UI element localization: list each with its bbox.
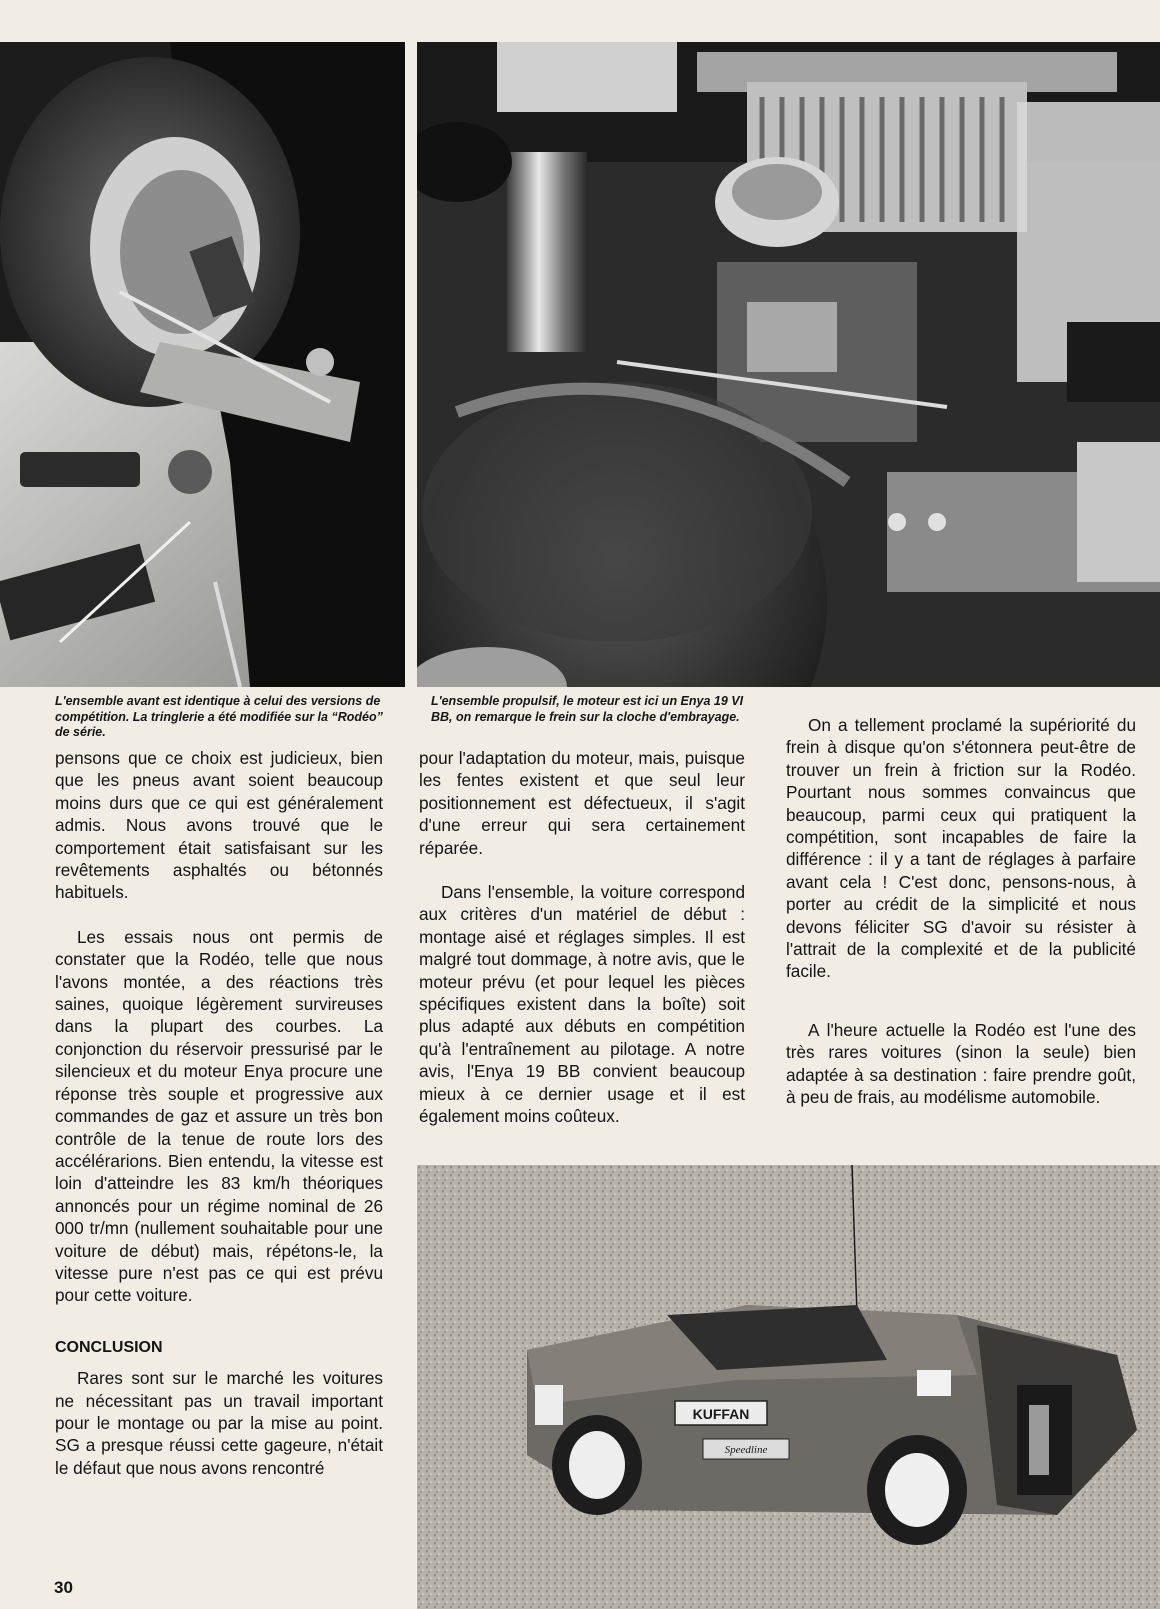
kuffan-decal-text: KUFFAN: [692, 1406, 750, 1422]
engine-caption: L'ensemble propulsif, le moteur est ici un Enya 19 VI BB, on remarque le frein sur la cloche d'embrayage.: [431, 694, 744, 724]
article-column-3: [786, 714, 1136, 1109]
page-number: 30: [54, 1578, 73, 1597]
article-column-1: [55, 747, 383, 1479]
car-photo: [417, 1165, 1160, 1609]
front-assembly-photo: [0, 42, 405, 687]
paragraph: pensons que ce choix est judicieux, bien que les pneus avant soient beaucoup moins durs que ce qui est généralement admis. Nous avons trouvé que le comportement était satisfaisant sur les revêtements asphaltés ou bétonnés habituels.: [55, 748, 383, 903]
paragraph: A l'heure actuelle la Rodéo est l'une des très rares voitures (sinon la seule) bien adaptée à sa destination : faire prendre goût, à peu de frais, au modélisme automobile.: [786, 1019, 1136, 1108]
speedline-decal-text: Speedline: [724, 1444, 768, 1456]
paragraph: pour l'adaptation du moteur, mais, puisque les fentes existent et que seul leur positionnement est défectueux, il s'agit d'une erreur qui sera certainement réparée.: [419, 748, 745, 858]
front-assembly-caption: L'ensemble avant est identique à celui des versions de compétition. La tringlerie a été modifiée sur la “Rodéo” de série.: [55, 694, 383, 739]
engine-photo: [417, 42, 1160, 687]
front-assembly-image: [0, 42, 405, 687]
paragraph: On a tellement proclamé la supériorité du frein à disque qu'on s'étonnera peut-être de trouver un frein à friction sur la Rodéo. Pourtant nous sommes convaincus que beaucoup, parmi ceux qui pratiquent la compétition, sont incapables de faire la différence : il y a tant de réglages à parfaire avant cela ! C'est donc, pensons-nous, à porter au crédit de la simplicité et nous devons féliciter SG d'avoir su résister à l'attrait de la complexité et de la publicité facile.: [786, 715, 1136, 982]
paragraph: Dans l'ensemble, la voiture correspond aux critères d'un matériel de début : montage aisé et réglages simples. Il est malgré tout dommage, à notre avis, que le moteur prévu (et pour lequel les pièces spécifiques existent dans la boîte) soit plus adapté aux débuts en compétition qu'à l'entraînement au pilotage. A notre avis, l'Enya 19 BB convient beaucoup mieux à ce dernier usage et il est également moins coûteux.: [419, 882, 745, 1127]
paragraph: Rares sont sur le marché les voitures ne nécessitant pas un travail important pour le montage ou par la mise au point. SG a presque réussi cette gageure, n'était le défaut que nous avons rencontré: [55, 1368, 383, 1478]
conclusion-heading: CONCLUSION: [55, 1338, 163, 1356]
article-column-2: [419, 747, 745, 1128]
car-image: [417, 1165, 1160, 1609]
paragraph: Les essais nous ont permis de constater que la Rodéo, telle que nous l'avons montée, a des réactions très saines, quoique légèrement survireuses dans la plupart des courbes. La conjonction du réservoir pressurisé par le silencieux et du moteur Enya procure une réponse très souple et progressive aux commandes de gaz et assure un très bon contrôle de la tenue de route lors des accélérarions. Bien entendu, la vitesse est loin d'atteindre les 83 km/h théoriques annoncés pour un régime nominal de 26 000 tr/mn (nullement souhaitable pour une voiture de début) mais, répétons-le, la vitesse pure n'est pas ce qui est prévu pour cette voiture.: [55, 926, 383, 1306]
engine-image: [417, 42, 1160, 687]
